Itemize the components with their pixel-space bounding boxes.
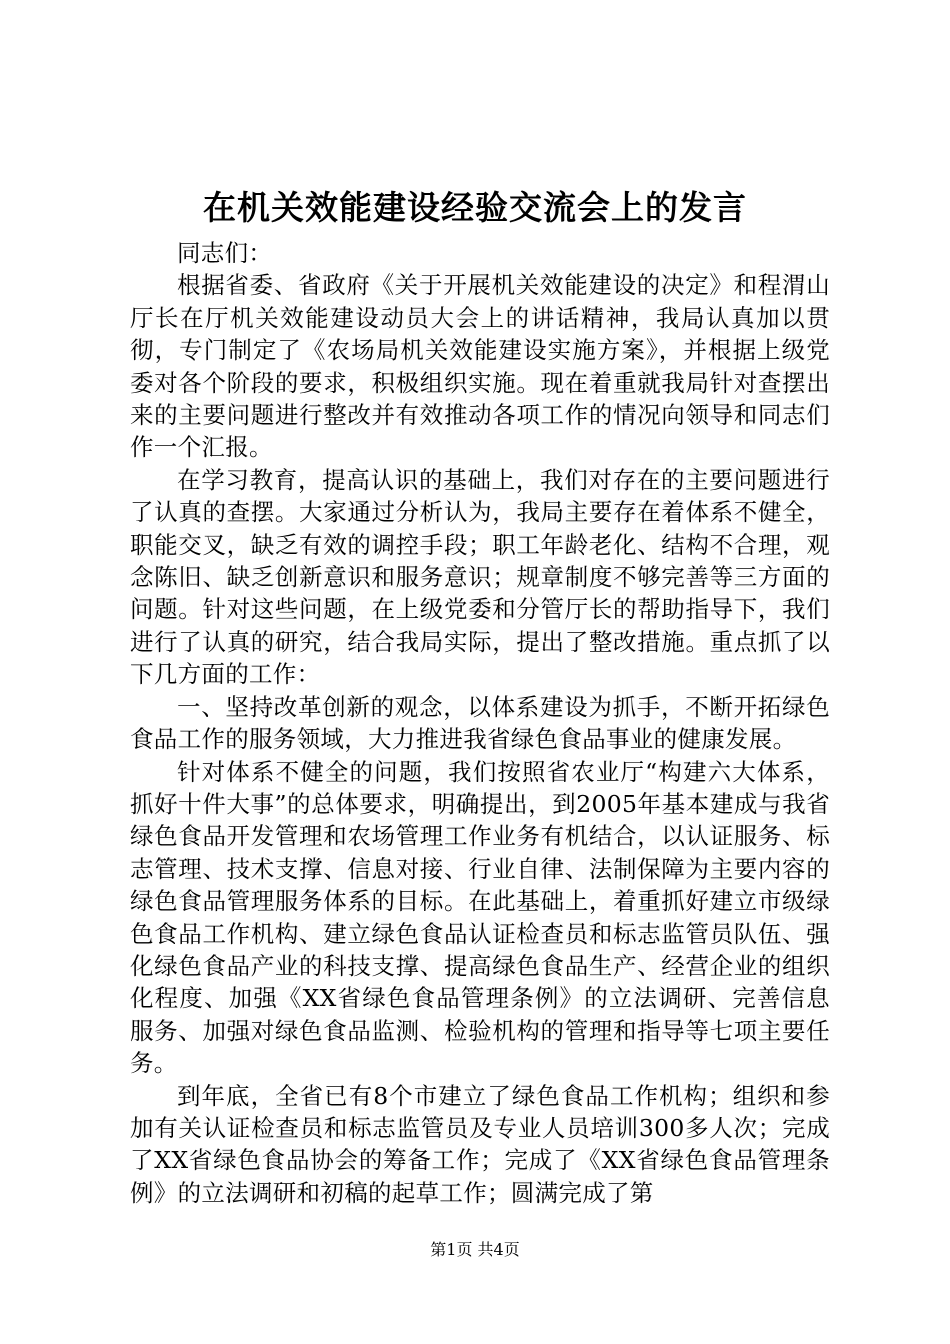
paragraph: 到年底，全省已有8个市建立了绿色食品工作机构；组织和参加有关认证检查员和标志监管员及专业人员培训300多人次；完成了XX省绿色食品协会的筹备工作；完成了《XX省绿色食品管理条例》的立法调研和初稿的起草工作；圆满完成了第 — [130, 1081, 830, 1207]
document-body — [130, 237, 830, 1209]
paragraph: 一、坚持改革创新的观念，以体系建设为抓手，不断开拓绿色食品工作的服务领域，大力推进我省绿色食品事业的健康发展。 — [130, 692, 830, 754]
paragraph: 在学习教育，提高认识的基础上，我们对存在的主要问题进行了认真的查摆。大家通过分析认为，我局主要存在着体系不健全，职能交叉，缺乏有效的调控手段；职工年龄老化、结构不合理，观念陈旧、缺乏创新意识和服务意识；规章制度不够完善等三方面的问题。针对这些问题，在上级党委和分管厅长的帮助指导下，我们进行了认真的研究，结合我局实际，提出了整改措施。重点抓了以下几方面的工作： — [130, 465, 830, 689]
paragraph: 根据省委、省政府《关于开展机关效能建设的决定》和程渭山厅长在厅机关效能建设动员大会上的讲话精神，我局认真加以贯彻，专门制定了《农场局机关效能建设实施方案》，并根据上级党委对各个阶段的要求，积极组织实施。现在着重就我局针对查摆出来的主要问题进行整改并有效推动各项工作的情况向领导和同志们作一个汇报。 — [130, 271, 830, 462]
salutation: 同志们： — [177, 239, 273, 267]
page-footer: 第1页 共4页 — [430, 1240, 520, 1259]
paragraph: 针对体系不健全的问题，我们按照省农业厅“构建六大体系，抓好十件大事”的总体要求，明确提出，到2005年基本建成与我省绿色食品开发管理和农场管理工作业务有机结合，以认证服务、标志管理、技术支撑、信息对接、行业自律、法制保障为主要内容的绿色食品管理服务体系的目标。在此基础上，着重抓好建立市级绿色食品工作机构、建立绿色食品认证检查员和标志监管员队伍、强化绿色食品产业的科技支撑、提高绿色食品生产、经营企业的组织化程度、加强《XX省绿色食品管理条例》的立法调研、完善信息服务、加强对绿色食品监测、检验机构的管理和指导等七项主要任务。 — [130, 757, 830, 1078]
document-title: 在机关效能建设经验交流会上的发言 — [203, 188, 747, 227]
